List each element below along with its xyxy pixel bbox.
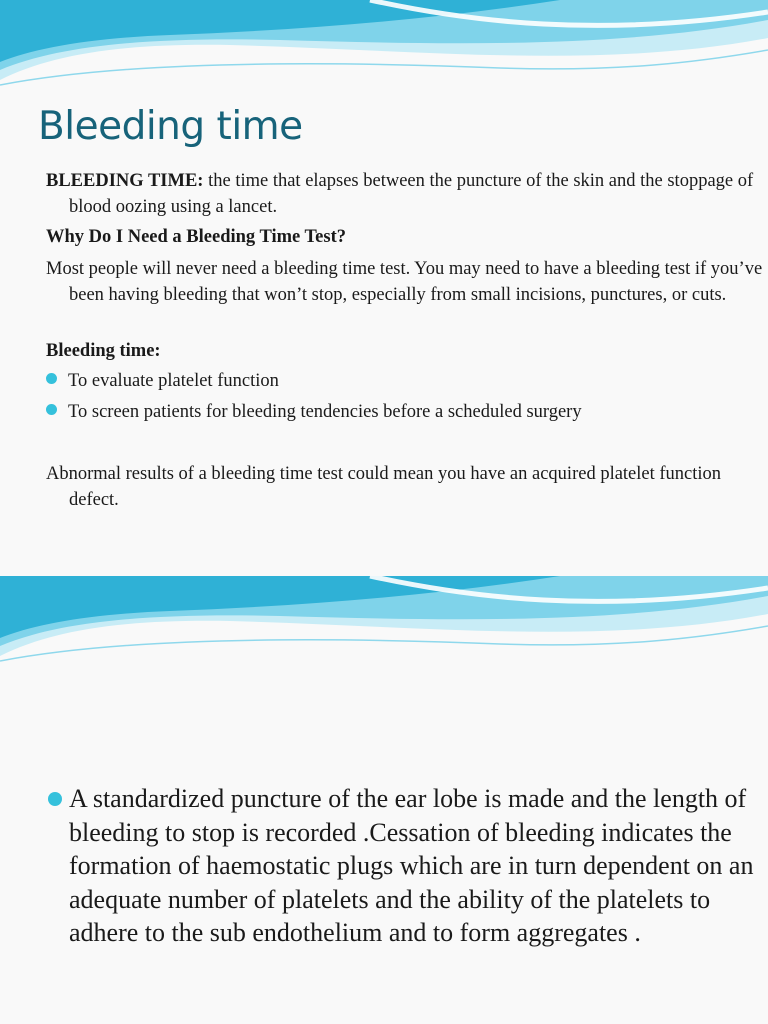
definition-paragraph: [46, 169, 768, 220]
list-item: To screen patients for bleeding tendencies before a scheduled surgery: [46, 400, 582, 425]
subheading: Bleeding time:: [46, 341, 161, 361]
definition-text: the time that elapses between the puncture of the skin and the stoppage of blood oozing using a lancet.: [69, 171, 754, 217]
answer-paragraph: Most people will never need a bleeding time test. You may need to have a bleeding test if you’ve been having bleeding that won’t stop, especially from small incisions, punctures, or cuts.: [46, 259, 763, 305]
question-heading: Why Do I Need a Bleeding Time Test?: [46, 227, 346, 247]
list-item: A standardized puncture of the ear lobe is made and the length of bleeding to stop is recorded .Cessation of bleeding indicates the formation of haemostatic plugs which are in turn dependent on an adequate number of platelets and the ability of the platelets to adhere to the sub endothelium and to form aggregates .: [46, 782, 759, 950]
abnormal-paragraph: Abnormal results of a bleeding time test could mean you have an acquired platelet function defect.: [46, 464, 722, 510]
bullet-icon: [46, 404, 57, 415]
bullet-icon: [46, 373, 57, 384]
slide-title: Bleeding time: [38, 104, 303, 149]
wave-header-decoration: [0, 576, 768, 676]
definition-label: BLEEDING TIME:: [46, 171, 204, 191]
wave-header-decoration: [0, 0, 768, 100]
list-item: To evaluate platelet function: [46, 369, 279, 394]
bullet-icon: [48, 792, 62, 806]
slide-2: [0, 576, 768, 1024]
